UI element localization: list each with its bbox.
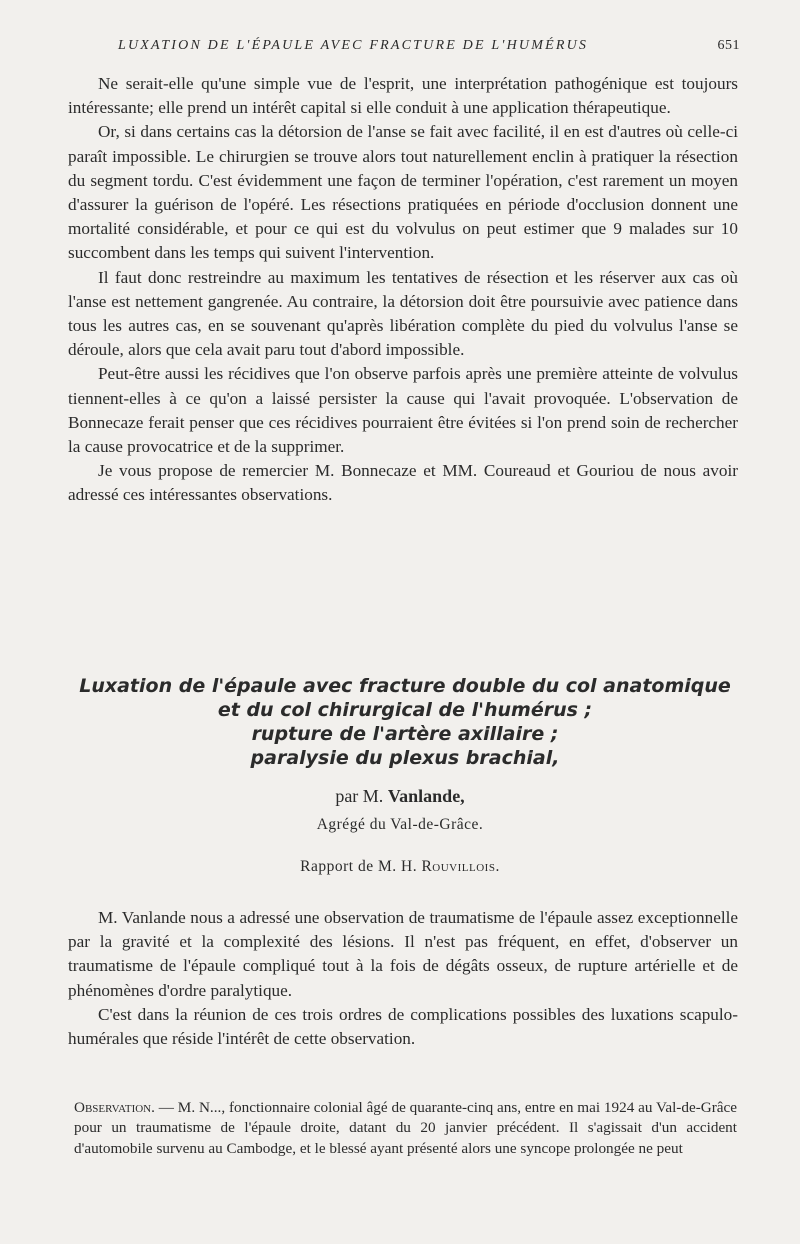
author-line xyxy=(0,786,800,807)
observation-label: Observation. xyxy=(74,1099,155,1116)
paragraph: Je vous propose de remercier M. Bonnecaze et MM. Coureaud et Gouriou de nous avoir adressé ces intéressantes observations. xyxy=(68,461,738,505)
paragraph: M. Vanlande nous a adressé une observation de traumatisme de l'épaule assez exceptionnelle par la gravité et la complexité des lésions. Il n'est pas fréquent, en effet, d'observer un traumatisme de l'épaule compliqué tout à la fois de dégâts osseux, de rupture artérielle et de phénomènes d'ordre paralytique. xyxy=(68,908,738,1000)
previous-article-conclusion xyxy=(68,72,738,508)
report-prefix: Rapport de M. H. xyxy=(300,858,418,875)
title-line: et du col chirurgical de l'humérus ; xyxy=(217,699,593,721)
article-introduction xyxy=(68,906,738,1051)
page-number: 651 xyxy=(717,38,740,53)
paragraph: Peut-être aussi les récidives que l'on observe parfois après une première atteinte de volvulus tiennent-elles à ce qu'on a laissé persister la cause qui l'avait provoquée. L'observation de Bonnecaze ferait penser que ces récidives pourraient être évitées si l'on prend soin de rechercher la cause provocatrice et de la supprimer. xyxy=(68,364,738,457)
article-title xyxy=(60,674,750,770)
paragraph: Or, si dans certains cas la détorsion de l'anse se fait avec facilité, il en est d'autres où celle-ci paraît impossible. Le chirurgien se trouve alors tout naturellement enclin à pratiquer la résection du segment tordu. C'est évidemment une façon de terminer l'opération, c'est rarement un moyen d'assurer la guérison de l'opéré. Les résections pratiquées en période d'occlusion donnent une mortalité considérable, et pour ce qui est du volvulus on peut estimer que 9 malades sur 10 succombent dans les temps qui suivent l'intervention. xyxy=(68,122,738,263)
paragraph: Il faut donc restreindre au maximum les tentatives de résection et les réserver aux cas où l'anse est nettement gangrenée. Au contraire, la détorsion doit être poursuivie avec patience dans tous les autres cas, en se souvenant qu'après libération complète du pied du volvulus l'anse se déroule, alors que cela avait paru tout d'abord impossible. xyxy=(68,267,738,360)
report-line xyxy=(0,858,800,876)
running-title: LUXATION DE L'ÉPAULE AVEC FRACTURE DE L'HUMÉRUS xyxy=(118,38,589,53)
title-line: rupture de l'artère axillaire ; xyxy=(251,723,559,745)
running-header xyxy=(118,38,738,54)
title-line: paralysie du plexus brachial, xyxy=(250,747,560,769)
observation-paragraph xyxy=(74,1098,737,1159)
author-affiliation: Agrégé du Val-de-Grâce. xyxy=(316,816,484,833)
reporter-name: Rouvillois. xyxy=(421,858,500,875)
observation-text: — M. N..., fonctionnaire colonial âgé de quarante-cinq ans, entre en mai 1924 au Val-de-Grâce pour un traumatisme de l'épaule droite, datant du 20 janvier précédent. Il s'agissait d'un accident d'automobile survenu au Cambodge, et le blessé ayant présenté alors une syncope prolongée ne peut xyxy=(74,1099,737,1157)
author-prefix: par M. xyxy=(335,786,384,806)
paragraph: Ne serait-elle qu'une simple vue de l'esprit, une interprétation pathogénique est toujours intéressante; elle prend un intérêt capital si elle conduit à une application thérapeutique. xyxy=(68,74,738,118)
author-name: Vanlande, xyxy=(387,786,465,806)
paragraph: C'est dans la réunion de ces trois ordres de complications possibles des luxations scapulo-humérales que réside l'intérêt de cette observation. xyxy=(68,1004,738,1049)
title-line: Luxation de l'épaule avec fracture double du col anatomique xyxy=(79,675,731,697)
observation-block xyxy=(74,1098,737,1159)
